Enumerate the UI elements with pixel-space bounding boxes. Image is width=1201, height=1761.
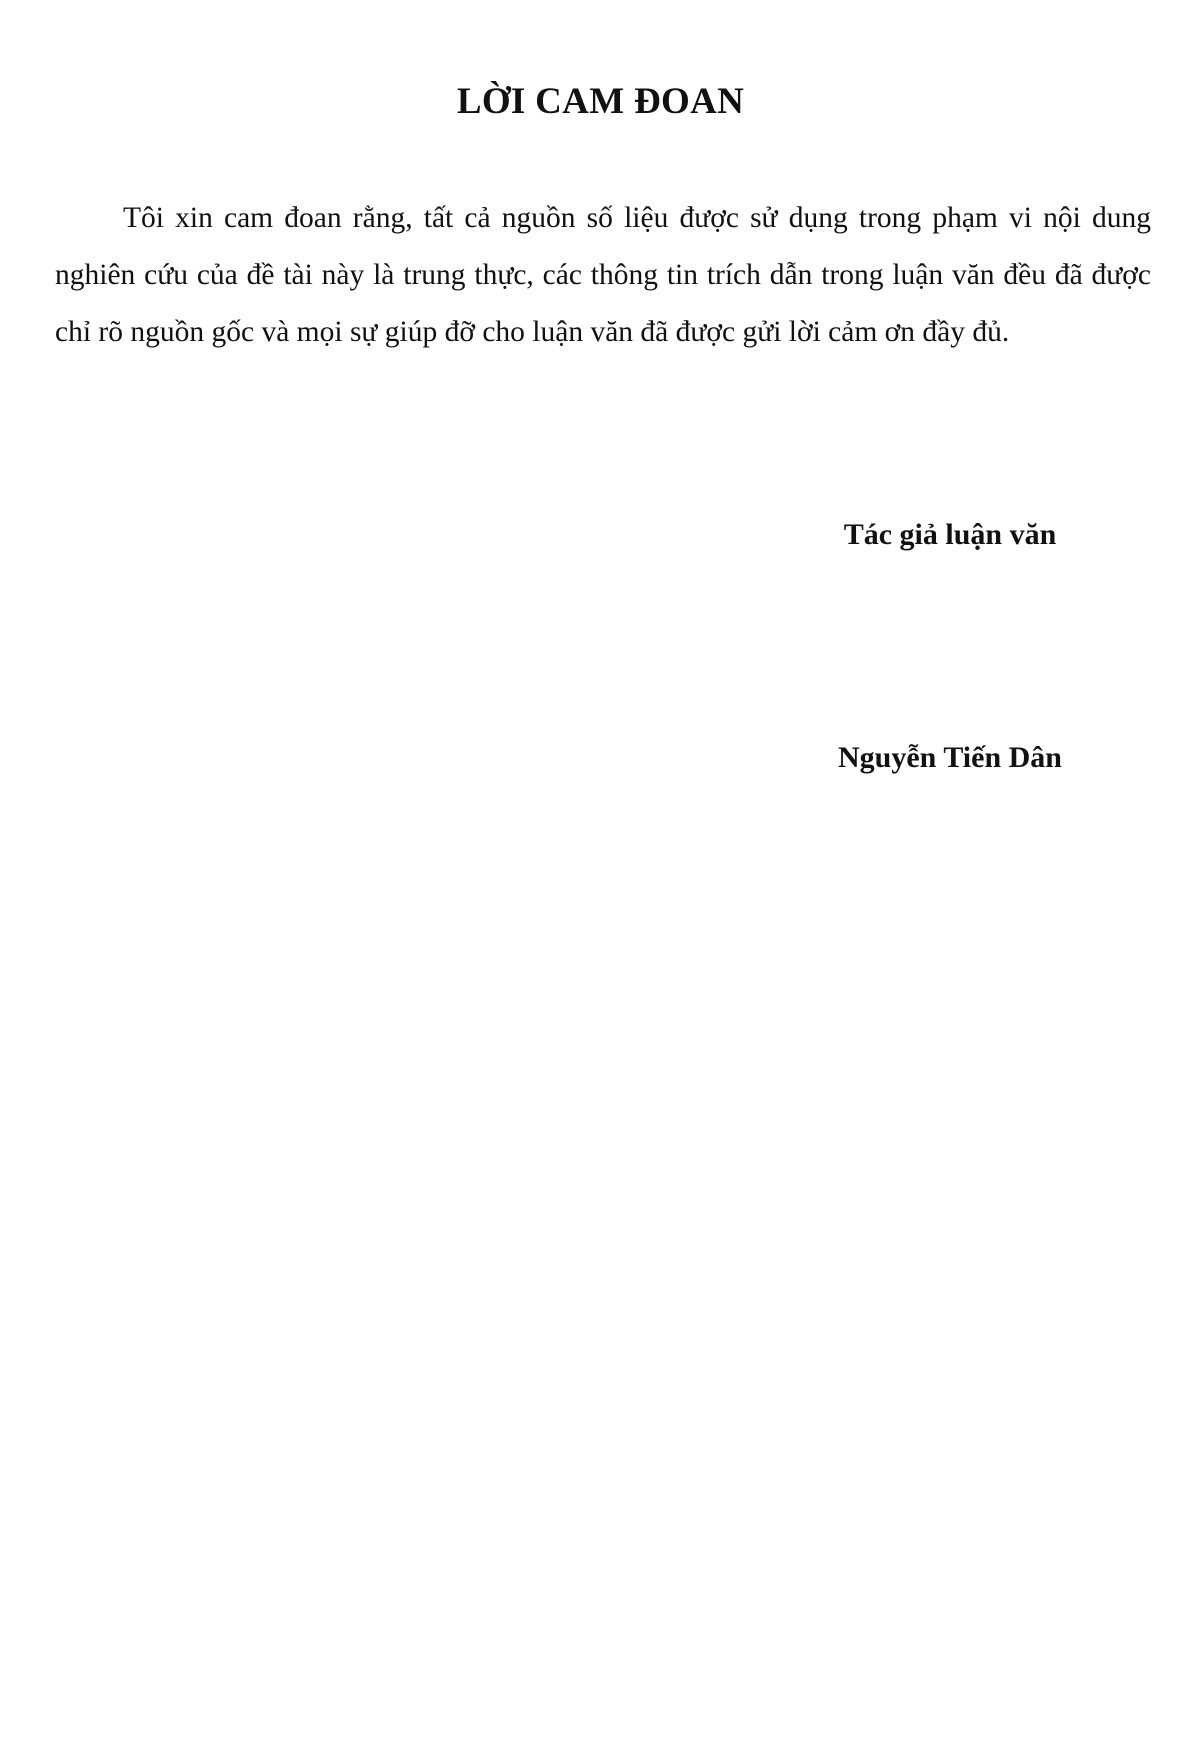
declaration-paragraph: Tôi xin cam đoan rằng, tất cả nguồn số liệu được sử dụng trong phạm vi nội dung nghiên cứu của đề tài này là trung thực, các thông tin trích dẫn trong luận văn đều đã được chỉ rõ nguồn gốc và mọi sự giúp đỡ cho luận văn đã được gửi lời cảm ơn đầy đủ. (55, 202, 1151, 348)
document-title: LỜI CAM ĐOAN (456, 81, 745, 122)
author-role-label: Tác giả luận văn (843, 518, 1057, 551)
author-name: Nguyễn Tiến Dân (838, 741, 1062, 774)
